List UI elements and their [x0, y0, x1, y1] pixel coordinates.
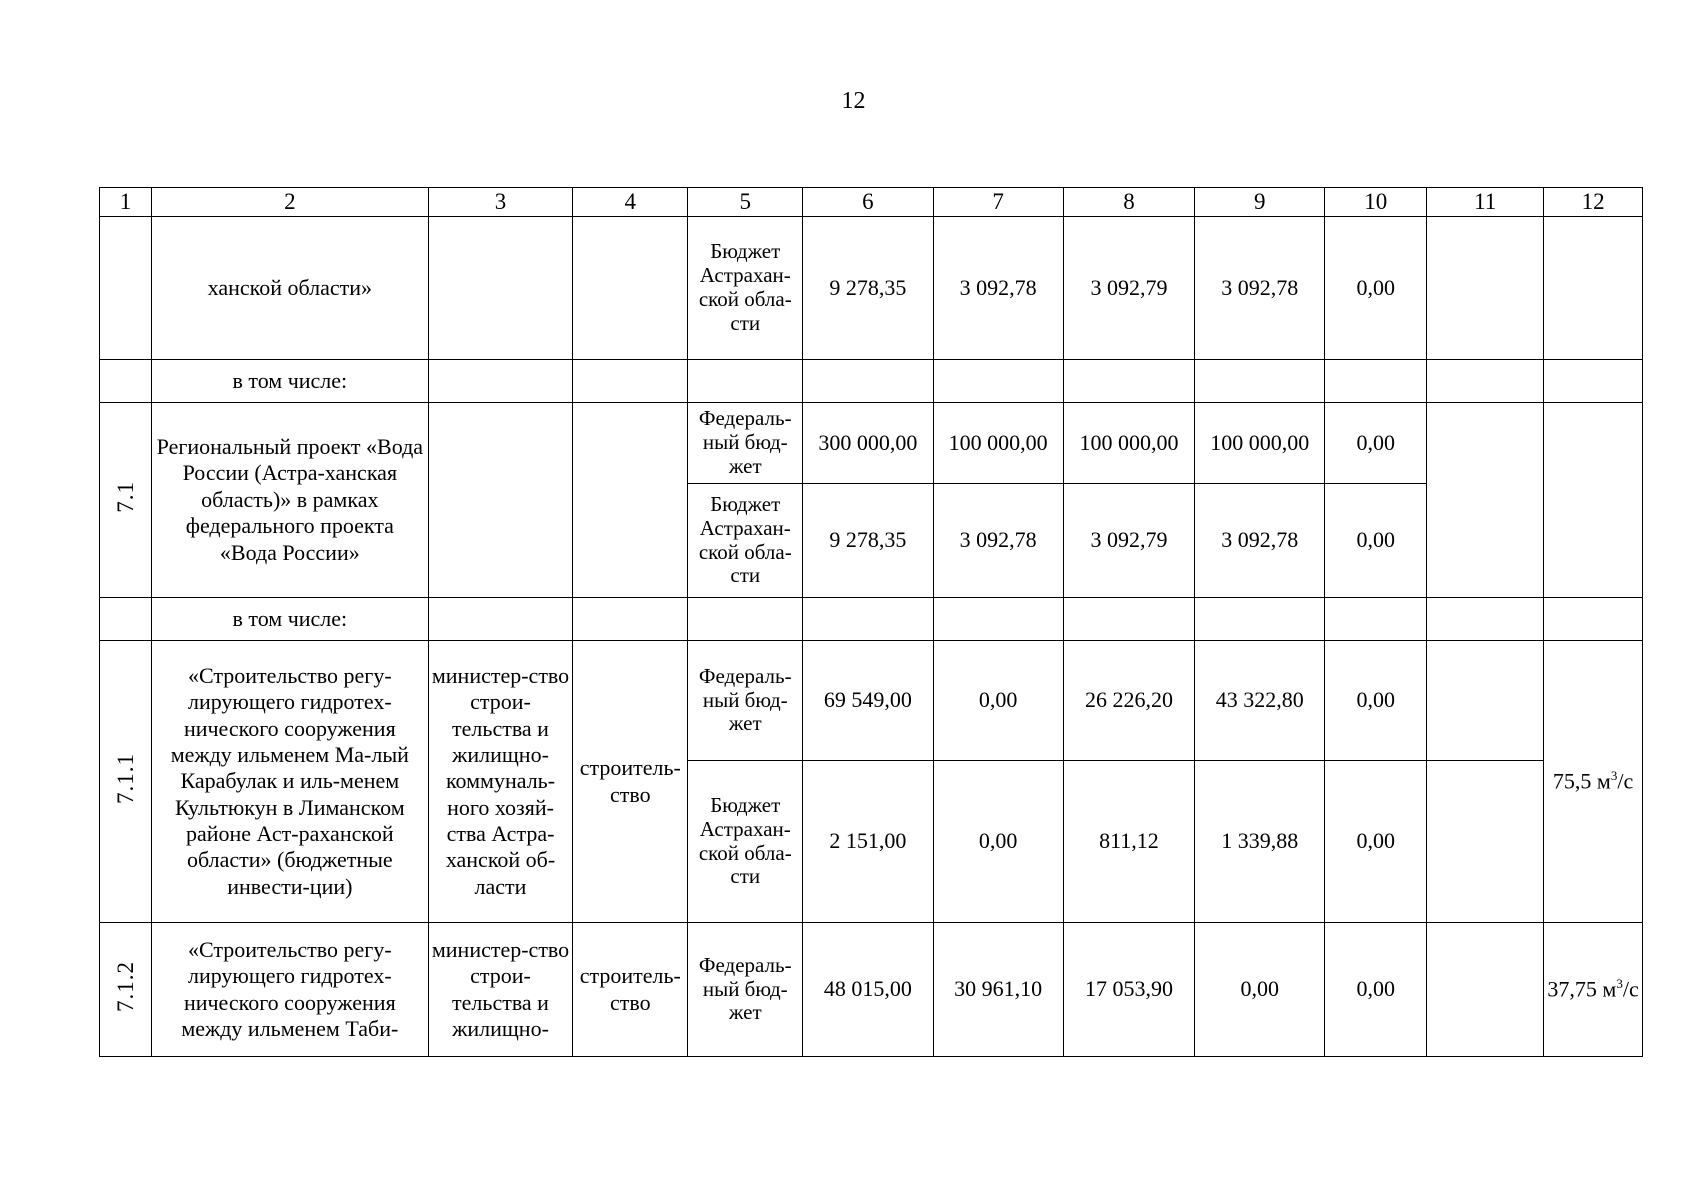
- cell-empty: [1544, 217, 1643, 360]
- cell-value: 9 278,35: [803, 484, 933, 598]
- cell-empty: [1427, 217, 1544, 360]
- cell-value: 3 092,78: [933, 484, 1063, 598]
- cell-indicator: 37,75 $м^3/с$: [1544, 923, 1643, 1057]
- table-row: [100, 598, 1643, 641]
- cell-executor: министер-ство строи-тельства и жилищно-коммуналь-ного хозяй-ства Астра-ханской об-ласти: [428, 641, 573, 923]
- cell-funding-source: Федераль-ный бюд-жет: [688, 403, 803, 484]
- cell-empty: [1427, 403, 1544, 598]
- cell-indicator: 75,5 $м^3/с$: [1544, 641, 1643, 923]
- cell-funding-source: Бюджет Астрахан-ской обла-сти: [688, 217, 803, 360]
- cell-value: 26 226,20: [1063, 641, 1194, 761]
- cell-num: [100, 217, 152, 360]
- cell-value: 43 322,80: [1195, 641, 1325, 761]
- cell-value: 48 015,00: [803, 923, 933, 1057]
- table-row: [100, 217, 1643, 360]
- column-number-row: [100, 188, 1643, 217]
- cell-empty: [1544, 403, 1643, 598]
- cell-empty: [1544, 360, 1643, 403]
- cell-value: 30 961,10: [933, 923, 1063, 1057]
- cell-value: 811,12: [1063, 761, 1194, 923]
- cell-value: 3 092,79: [1063, 484, 1194, 598]
- cell-funding-source: Федераль-ный бюд-жет: [688, 923, 803, 1057]
- cell-empty: [1427, 923, 1544, 1057]
- cell-type: [573, 403, 688, 598]
- table-row: [100, 360, 1643, 403]
- cell-value: 300 000,00: [803, 403, 933, 484]
- column-header: 1: [100, 188, 152, 217]
- cell-in-that-number: в том числе:: [151, 598, 428, 641]
- cell-value: 3 092,78: [1195, 217, 1325, 360]
- column-header: 2: [151, 188, 428, 217]
- cell-empty: [1063, 598, 1194, 641]
- cell-empty: [1427, 360, 1544, 403]
- cell-empty: [573, 598, 688, 641]
- cell-name: ханской области»: [151, 217, 428, 360]
- cell-value: 3 092,78: [1195, 484, 1325, 598]
- cell-type: [573, 217, 688, 360]
- cell-empty: [1195, 360, 1325, 403]
- cell-empty: [803, 360, 933, 403]
- budget-table: [99, 187, 1643, 1057]
- cell-value: 100 000,00: [1195, 403, 1325, 484]
- cell-empty: [428, 360, 573, 403]
- cell-num: 7.1.1: [100, 641, 152, 923]
- cell-empty: [1325, 360, 1427, 403]
- cell-value: 0,00: [1325, 484, 1427, 598]
- cell-value: 0,00: [933, 641, 1063, 761]
- cell-empty: [573, 360, 688, 403]
- table-row: [100, 403, 1643, 484]
- cell-value: 3 092,79: [1063, 217, 1194, 360]
- column-header: 4: [573, 188, 688, 217]
- cell-value: 0,00: [1325, 641, 1427, 761]
- cell-empty: [428, 598, 573, 641]
- table-row: [100, 923, 1643, 1057]
- column-header: 8: [1063, 188, 1194, 217]
- cell-value: 0,00: [1325, 761, 1427, 923]
- cell-executor: [428, 403, 573, 598]
- cell-funding-source: Федераль-ный бюд-жет: [688, 641, 803, 761]
- cell-num: 7.1.2: [100, 923, 152, 1057]
- cell-value: 100 000,00: [933, 403, 1063, 484]
- cell-empty: [933, 598, 1063, 641]
- cell-empty: [688, 598, 803, 641]
- column-header: 10: [1325, 188, 1427, 217]
- column-header: 5: [688, 188, 803, 217]
- cell-executor: министер-ство строи-тельства и жилищно-: [428, 923, 573, 1057]
- column-header: 6: [803, 188, 933, 217]
- cell-empty: [1427, 641, 1544, 761]
- cell-funding-source: Бюджет Астрахан-ской обла-сти: [688, 484, 803, 598]
- column-header: 11: [1427, 188, 1544, 217]
- cell-value: 0,00: [1195, 923, 1325, 1057]
- cell-empty: [1063, 360, 1194, 403]
- cell-value: 0,00: [1325, 923, 1427, 1057]
- column-header: 9: [1195, 188, 1325, 217]
- cell-name: Региональный проект «Вода России (Астра-ханская область)» в рамках федерального проекта «Вода России»: [151, 403, 428, 598]
- table-row: [100, 641, 1643, 761]
- cell-empty: [1325, 598, 1427, 641]
- cell-num: [100, 360, 152, 403]
- cell-value: 9 278,35: [803, 217, 933, 360]
- cell-type: строитель-ство: [573, 923, 688, 1057]
- column-header: 7: [933, 188, 1063, 217]
- page-number: 12: [841, 88, 866, 114]
- column-header: 3: [428, 188, 573, 217]
- cell-value: 0,00: [933, 761, 1063, 923]
- cell-value: 1 339,88: [1195, 761, 1325, 923]
- cell-value: 100 000,00: [1063, 403, 1194, 484]
- cell-empty: [688, 360, 803, 403]
- cell-value: 17 053,90: [1063, 923, 1194, 1057]
- cell-empty: [1427, 761, 1544, 923]
- cell-value: 2 151,00: [803, 761, 933, 923]
- cell-value: 3 092,78: [933, 217, 1063, 360]
- column-header: 12: [1544, 188, 1643, 217]
- cell-funding-source: Бюджет Астрахан-ской обла-сти: [688, 761, 803, 923]
- cell-name: «Строительство регу-лирующего гидротех-нического сооружения между ильменем Таби-: [151, 923, 428, 1057]
- cell-value: 69 549,00: [803, 641, 933, 761]
- cell-name: «Строительство регу-лирующего гидротех-нического сооружения между ильменем Ма-лый Карабулак и иль-менем Культюкун в Лиманском районе Аст-раханской области» (бюджетные инвести-ции): [151, 641, 428, 923]
- cell-empty: [1195, 598, 1325, 641]
- cell-num: 7.1: [100, 403, 152, 598]
- cell-value: 0,00: [1325, 217, 1427, 360]
- cell-empty: [803, 598, 933, 641]
- cell-empty: [1427, 598, 1544, 641]
- cell-in-that-number: в том числе:: [151, 360, 428, 403]
- cell-empty: [933, 360, 1063, 403]
- cell-num: [100, 598, 152, 641]
- cell-executor: [428, 217, 573, 360]
- cell-type: строитель-ство: [573, 641, 688, 923]
- cell-value: 0,00: [1325, 403, 1427, 484]
- cell-empty: [1544, 598, 1643, 641]
